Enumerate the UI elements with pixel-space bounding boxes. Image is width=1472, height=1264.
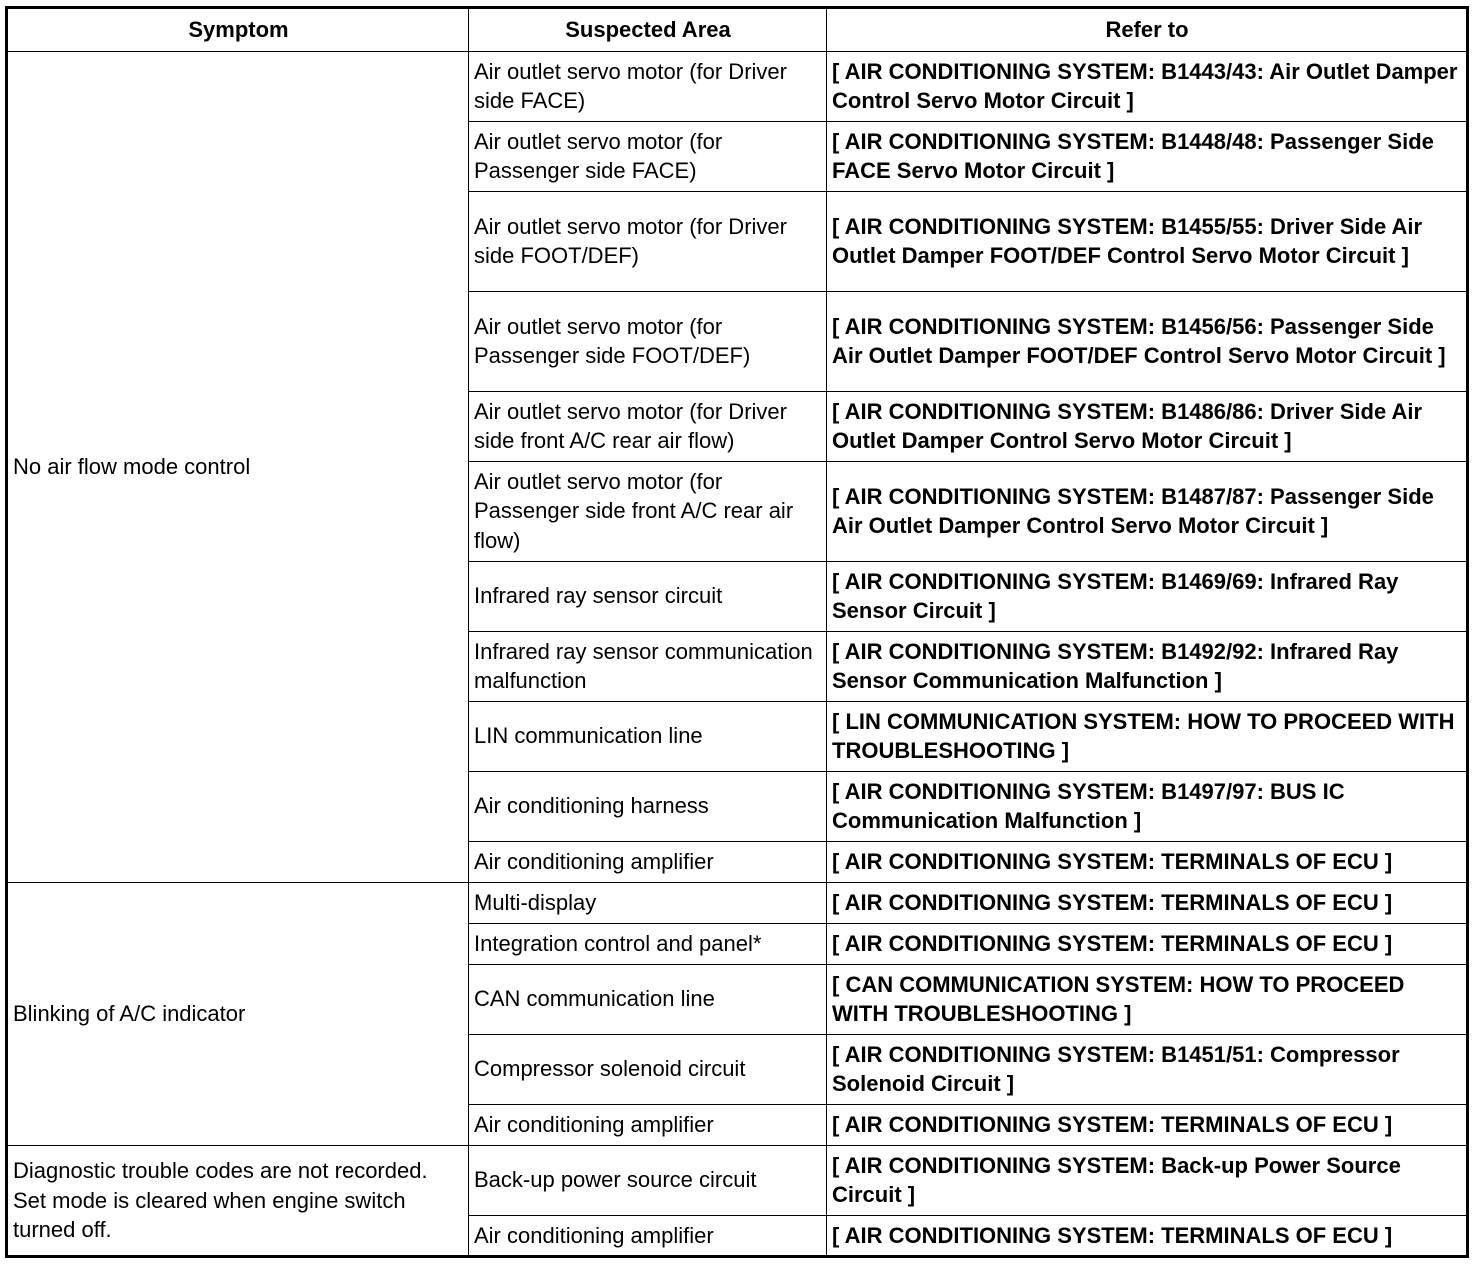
header-suspected-area: Suspected Area <box>469 8 827 52</box>
suspected-area-cell: Air outlet servo motor (for Passenger side front A/C rear air flow) <box>469 461 827 561</box>
table-row <box>7 1145 1468 1215</box>
suspected-area-cell: Air conditioning harness <box>469 771 827 841</box>
refer-to-link[interactable]: [ AIR CONDITIONING SYSTEM: B1486/86: Driver Side Air Outlet Damper Control Servo Motor Circuit ] <box>827 391 1468 461</box>
symptom-cell: Blinking of A/C indicator <box>7 882 469 1145</box>
suspected-area-cell: Compressor solenoid circuit <box>469 1034 827 1104</box>
suspected-area-cell: Air outlet servo motor (for Driver side FACE) <box>469 51 827 121</box>
refer-to-link[interactable]: [ AIR CONDITIONING SYSTEM: TERMINALS OF ECU ] <box>827 1104 1468 1145</box>
table-row <box>7 882 1468 923</box>
refer-to-link[interactable]: [ AIR CONDITIONING SYSTEM: B1497/97: BUS IC Communication Malfunction ] <box>827 771 1468 841</box>
refer-to-link[interactable]: [ AIR CONDITIONING SYSTEM: TERMINALS OF ECU ] <box>827 882 1468 923</box>
suspected-area-cell: Multi-display <box>469 882 827 923</box>
suspected-area-cell: Air outlet servo motor (for Driver side front A/C rear air flow) <box>469 391 827 461</box>
header-symptom: Symptom <box>7 8 469 52</box>
symptom-cell: No air flow mode control <box>7 51 469 882</box>
header-row <box>7 8 1468 52</box>
refer-to-link[interactable]: [ AIR CONDITIONING SYSTEM: B1469/69: Infrared Ray Sensor Circuit ] <box>827 561 1468 631</box>
refer-to-link[interactable]: [ AIR CONDITIONING SYSTEM: B1451/51: Compressor Solenoid Circuit ] <box>827 1034 1468 1104</box>
table-row <box>7 51 1468 121</box>
suspected-area-cell: Air outlet servo motor (for Driver side FOOT/DEF) <box>469 191 827 291</box>
suspected-area-cell: Back-up power source circuit <box>469 1145 827 1215</box>
suspected-area-cell: Air conditioning amplifier <box>469 1104 827 1145</box>
suspected-area-cell: Air outlet servo motor (for Passenger side FACE) <box>469 121 827 191</box>
suspected-area-cell: Air conditioning amplifier <box>469 1215 827 1257</box>
refer-to-link[interactable]: [ AIR CONDITIONING SYSTEM: B1487/87: Passenger Side Air Outlet Damper Control Servo Motor Circuit ] <box>827 461 1468 561</box>
refer-to-link[interactable]: [ LIN COMMUNICATION SYSTEM: HOW TO PROCEED WITH TROUBLESHOOTING ] <box>827 701 1468 771</box>
refer-to-link[interactable]: [ AIR CONDITIONING SYSTEM: B1492/92: Infrared Ray Sensor Communication Malfunction ] <box>827 631 1468 701</box>
refer-to-link[interactable]: [ AIR CONDITIONING SYSTEM: TERMINALS OF ECU ] <box>827 841 1468 882</box>
suspected-area-cell: Infrared ray sensor communication malfunction <box>469 631 827 701</box>
refer-to-link[interactable]: [ CAN COMMUNICATION SYSTEM: HOW TO PROCEED WITH TROUBLESHOOTING ] <box>827 964 1468 1034</box>
refer-to-link[interactable]: [ AIR CONDITIONING SYSTEM: B1456/56: Passenger Side Air Outlet Damper FOOT/DEF Control Servo Motor Circuit ] <box>827 291 1468 391</box>
suspected-area-cell: LIN communication line <box>469 701 827 771</box>
troubleshooting-table-container <box>5 6 1469 1258</box>
suspected-area-cell: CAN communication line <box>469 964 827 1034</box>
refer-to-link[interactable]: [ AIR CONDITIONING SYSTEM: TERMINALS OF ECU ] <box>827 923 1468 964</box>
suspected-area-cell: Air outlet servo motor (for Passenger side FOOT/DEF) <box>469 291 827 391</box>
refer-to-link[interactable]: [ AIR CONDITIONING SYSTEM: Back-up Power Source Circuit ] <box>827 1145 1468 1215</box>
symptom-cell: Diagnostic trouble codes are not recorded. Set mode is cleared when engine switch turned off. <box>7 1145 469 1257</box>
refer-to-link[interactable]: [ AIR CONDITIONING SYSTEM: B1448/48: Passenger Side FACE Servo Motor Circuit ] <box>827 121 1468 191</box>
refer-to-link[interactable]: [ AIR CONDITIONING SYSTEM: TERMINALS OF ECU ] <box>827 1215 1468 1257</box>
refer-to-link[interactable]: [ AIR CONDITIONING SYSTEM: B1455/55: Driver Side Air Outlet Damper FOOT/DEF Control Servo Motor Circuit ] <box>827 191 1468 291</box>
suspected-area-cell: Integration control and panel* <box>469 923 827 964</box>
suspected-area-cell: Air conditioning amplifier <box>469 841 827 882</box>
header-refer-to: Refer to <box>827 8 1468 52</box>
troubleshooting-table <box>5 6 1469 1258</box>
suspected-area-cell: Infrared ray sensor circuit <box>469 561 827 631</box>
refer-to-link[interactable]: [ AIR CONDITIONING SYSTEM: B1443/43: Air Outlet Damper Control Servo Motor Circuit ] <box>827 51 1468 121</box>
